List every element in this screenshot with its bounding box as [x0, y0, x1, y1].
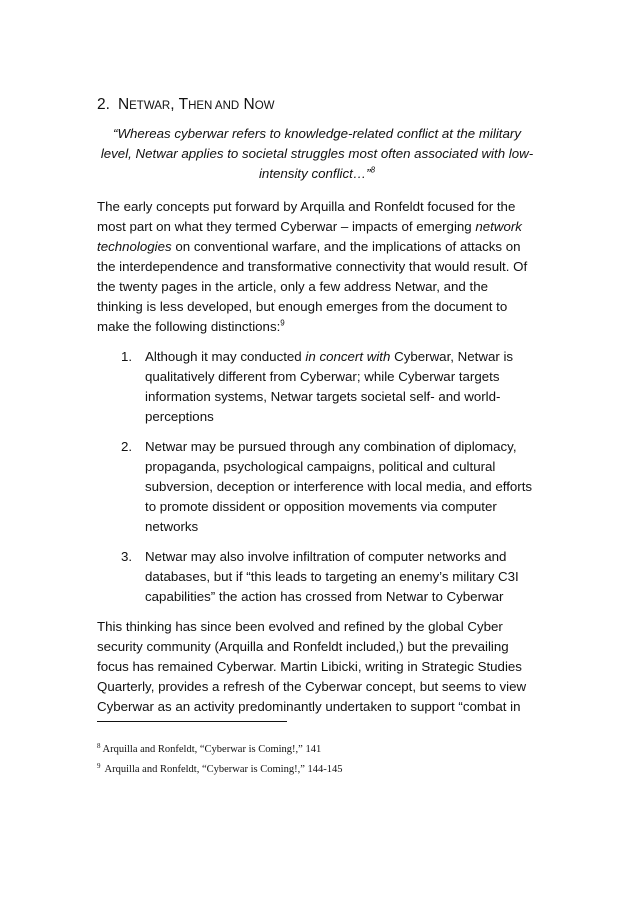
intro-text-1: The early concepts put forward by Arquilla and Ronfeldt focused for the most part on what they termed Cyberwar – impacts of emerging — [97, 199, 516, 234]
footnote-text: Arquilla and Ronfeldt, “Cyberwar is Coming!,” 144-145 — [102, 764, 343, 775]
list-text: Cyberwar, Netwar is qualitatively different from Cyberwar; while Cyberwar targets information systems, Netwar targets societal self- and world-perceptions — [145, 349, 514, 424]
footnote-8 — [97, 742, 537, 758]
distinctions-list — [97, 347, 537, 607]
list-item — [97, 547, 537, 607]
footnote-9 — [97, 762, 537, 778]
intro-text-2: on conventional warfare, and the implications of attacks on the interdependence and transformative connectivity that would result. Of the twenty pages in the article, only a few address Netwar, and the thinking is less developed, but enough emerges from the document to make the following distinctions: — [97, 239, 528, 334]
footnote-ref-9: 9 — [280, 318, 285, 328]
footnote-number: 8 — [97, 741, 101, 750]
list-emphasis: in concert with — [305, 349, 391, 364]
footnotes — [97, 742, 537, 782]
title-cap-2: , T — [170, 96, 189, 113]
title-small-1: ETWAR — [129, 100, 171, 112]
list-item — [97, 347, 537, 427]
list-number: 2. — [121, 439, 133, 454]
section-heading — [97, 95, 537, 116]
footnote-number: 9 — [97, 761, 101, 770]
title-cap-1: N — [117, 96, 130, 113]
closing-paragraph: This thinking has since been evolved and refined by the global Cyber security community (Arquilla and Ronfeldt included,) but the prevailing focus has remained Cyberwar. Martin Libicki, writing in Strategic Studies Quarterly, provides a refresh of the Cyberwar concept, but seems to view Cyberwar as an activity predominantly undertaken to support “combat in — [97, 619, 527, 714]
section-title — [118, 96, 275, 113]
page-body — [97, 95, 537, 727]
list-text: Netwar may be pursued through any combination of diplomacy, propaganda, psychological campaigns, political and cultural subversion, deception or interference with local media, and efforts to promote dissident or opposition movements via computer networks — [145, 439, 533, 534]
footnote-text: Arquilla and Ronfeldt, “Cyberwar is Coming!,” 141 — [102, 744, 322, 755]
footnote-ref-8: 8 — [370, 165, 376, 175]
list-number: 3. — [121, 549, 133, 564]
title-small-3: OW — [254, 100, 275, 112]
list-text: Although it may conducted — [145, 349, 306, 364]
intro-paragraph — [97, 197, 537, 337]
list-text: Netwar may also involve infiltration of computer networks and databases, but if “this leads to targeting an enemy’s military C3I capabilities” the action has crossed from Netwar to Cyberwar — [145, 549, 519, 604]
footnote-separator — [97, 721, 287, 722]
title-cap-3: N — [239, 96, 255, 113]
list-number: 1. — [121, 349, 133, 364]
intro-emphasis: network technologies — [97, 219, 522, 254]
list-item — [97, 437, 537, 537]
section-number: 2. — [97, 96, 110, 113]
title-small-2: HEN AND — [188, 100, 240, 112]
epigraph-quote — [97, 124, 537, 184]
quote-text: “Whereas cyberwar refers to knowledge-related conflict at the military level, Netwar applies to societal struggles most often associated with low-intensity conflict…” — [100, 126, 534, 181]
